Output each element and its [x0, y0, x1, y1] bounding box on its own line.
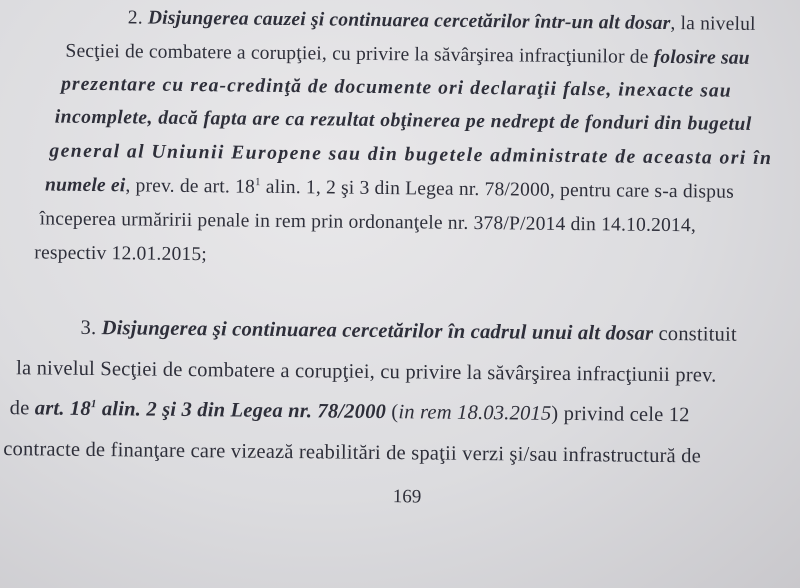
para2-line-5: general al Uniunii Europene sau din bugetele administrate de aceasta ori în: [49, 140, 773, 170]
para3-line3-emphasis-2: alin. 2 şi 3 din Legea nr. 78/2000: [96, 398, 387, 424]
para3-number: 3.: [80, 316, 102, 340]
para2-line-2: [65, 41, 750, 70]
para2-line-3: prezentare cu rea-credinţă de documente ori declaraţii false, inexacte sau: [61, 73, 732, 102]
para2-line-1: [128, 7, 756, 36]
para3-line-2: la nivelul Secţiei de combatere a corupţiei, cu privire la săvârşirea infracţiunii prev.: [16, 357, 717, 387]
para3-line3-text-c: ) privind cele 12: [551, 402, 690, 427]
para2-line6-emphasis: numele ei: [44, 174, 126, 197]
para2-heading: Disjungerea cauzei şi continuarea cercetărilor într-un alt dosar: [147, 7, 671, 35]
para3-line3-superscript: 1: [90, 398, 97, 411]
para3-line-1: [80, 317, 737, 347]
para3-line1-tail: constituit: [653, 322, 737, 346]
para2-line6-text-a: , prev. de art. 18: [125, 175, 256, 198]
para3-line3-emphasis-1: art. 18: [34, 397, 91, 420]
para2-line-7: începerea urmăririi penale in rem prin ordonanţele nr. 378/P/2014 din 14.10.2014,: [39, 208, 697, 237]
page-number: 169: [392, 486, 422, 508]
para3-line3-italic: in rem 18.03.2015: [398, 401, 552, 425]
para3-line3-text-a: de: [9, 397, 35, 420]
para2-line2-text: Secţiei de combatere a corupţiei, cu privire la săvârşirea infracţiunilor de: [65, 40, 654, 68]
para3-line-3: [10, 397, 690, 427]
para2-line6-superscript: 1: [254, 176, 261, 189]
para2-line-6: [45, 174, 734, 203]
para2-number: 2.: [127, 7, 149, 29]
para2-line6-text-b: alin. 1, 2 şi 3 din Legea nr. 78/2000, pentru care s-a dispus: [260, 176, 735, 203]
para2-line-8: respectiv 12.01.2015;: [34, 242, 208, 266]
para3-heading: Disjungerea şi continuarea cercetărilor în cadrul unui alt dosar: [101, 317, 654, 345]
para3-line-4: contracte de finanţare care vizează reabilitări de spaţii verzi şi/sau infrastructură de: [3, 438, 702, 468]
para2-line-4: incomplete, dacă fapta are ca rezultat obţinerea pe nedrept de fonduri din bugetul: [54, 106, 752, 135]
para3-line3-text-b: (: [385, 401, 399, 424]
para2-line2-emphasis: folosire sau: [653, 46, 750, 69]
para2-line1-tail: , la nivelul: [670, 13, 756, 35]
